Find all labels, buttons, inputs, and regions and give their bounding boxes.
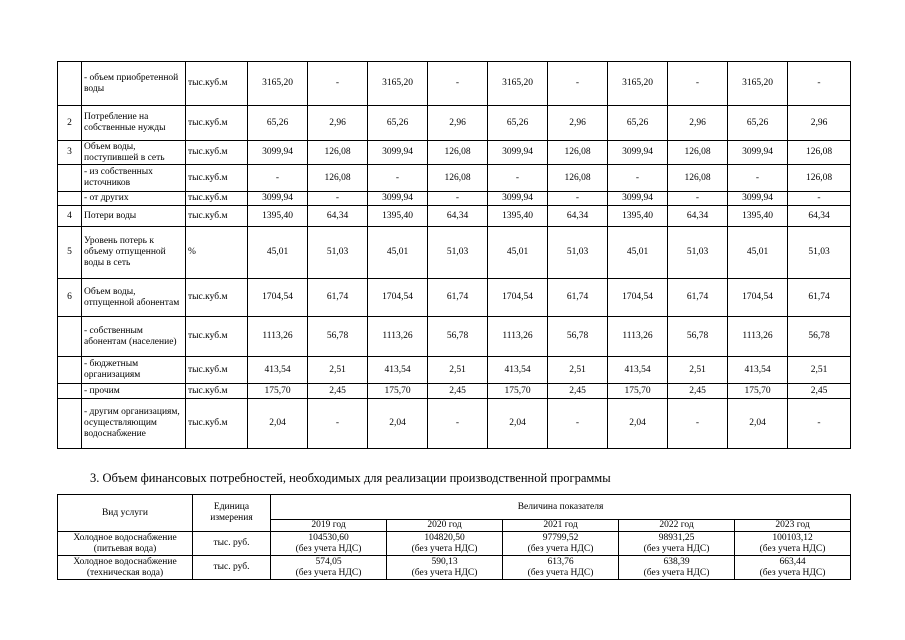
row-value: 2,04 bbox=[248, 399, 308, 449]
row-value: 2,96 bbox=[788, 106, 851, 141]
vat-note: (без учета НДС) bbox=[527, 543, 594, 554]
row-value: 51,03 bbox=[668, 227, 728, 279]
row-value: 1704,54 bbox=[728, 279, 788, 317]
row-value: 2,45 bbox=[428, 384, 488, 399]
table-row bbox=[58, 357, 851, 384]
row-value: 1113,26 bbox=[728, 317, 788, 357]
row-value: 126,08 bbox=[428, 141, 488, 165]
row-value: 1395,40 bbox=[608, 206, 668, 227]
row-value: 61,74 bbox=[548, 279, 608, 317]
service-name: Холодное водоснабжение (техническая вода) bbox=[58, 556, 193, 580]
amount: 663,44 bbox=[779, 556, 806, 567]
row-unit: тыс.куб.м bbox=[186, 141, 248, 165]
year-value-cell bbox=[387, 532, 503, 556]
row-unit: тыс.куб.м bbox=[186, 357, 248, 384]
table-row bbox=[58, 165, 851, 192]
row-value: 2,45 bbox=[548, 384, 608, 399]
header-service: Вид услуги bbox=[58, 495, 193, 532]
table-row bbox=[58, 279, 851, 317]
row-unit: тыс.куб.м bbox=[186, 192, 248, 206]
year-value-cell bbox=[503, 556, 619, 580]
table-row bbox=[58, 556, 851, 580]
row-value: - bbox=[608, 165, 668, 192]
row-value: - bbox=[668, 399, 728, 449]
row-value: - bbox=[428, 399, 488, 449]
row-value: 61,74 bbox=[308, 279, 368, 317]
row-value: 126,08 bbox=[548, 165, 608, 192]
row-value: 413,54 bbox=[728, 357, 788, 384]
row-value: 3099,94 bbox=[728, 141, 788, 165]
year-value-cell bbox=[271, 532, 387, 556]
table-row bbox=[58, 227, 851, 279]
row-value: 3165,20 bbox=[488, 62, 548, 106]
row-value: 1704,54 bbox=[488, 279, 548, 317]
row-unit: тыс.куб.м bbox=[186, 317, 248, 357]
vat-note: (без учета НДС) bbox=[759, 567, 826, 578]
row-value: 2,51 bbox=[788, 357, 851, 384]
row-value: 1113,26 bbox=[608, 317, 668, 357]
row-value: 175,70 bbox=[488, 384, 548, 399]
row-value: 175,70 bbox=[368, 384, 428, 399]
table-row bbox=[58, 192, 851, 206]
row-value: 45,01 bbox=[368, 227, 428, 279]
header-indicator: Величина показателя bbox=[271, 495, 851, 520]
row-value: - bbox=[488, 165, 548, 192]
amount: 638,39 bbox=[663, 556, 690, 567]
row-value: - bbox=[728, 165, 788, 192]
row-value: 3165,20 bbox=[608, 62, 668, 106]
row-name: Уровень потерь к объему отпущенной воды в сеть bbox=[82, 227, 186, 279]
row-value: 64,34 bbox=[668, 206, 728, 227]
row-name: - бюджетным организациям bbox=[82, 357, 186, 384]
row-value: 51,03 bbox=[548, 227, 608, 279]
row-value: 2,04 bbox=[728, 399, 788, 449]
row-value: 2,96 bbox=[428, 106, 488, 141]
row-unit: тыс.куб.м bbox=[186, 206, 248, 227]
row-value: 3165,20 bbox=[368, 62, 428, 106]
row-unit: тыс.куб.м bbox=[186, 165, 248, 192]
row-value: 2,96 bbox=[548, 106, 608, 141]
section-title: 3. Объем финансовых потребностей, необходимых для реализации производственной программы bbox=[90, 471, 611, 485]
row-value: 3099,94 bbox=[368, 141, 428, 165]
row-name: - собственным абонентам (население) bbox=[82, 317, 186, 357]
amount: 98931,25 bbox=[658, 532, 695, 543]
row-value: 1113,26 bbox=[368, 317, 428, 357]
row-value: 1395,40 bbox=[248, 206, 308, 227]
year-value-cell bbox=[271, 556, 387, 580]
row-value: - bbox=[368, 165, 428, 192]
row-name: - прочим bbox=[82, 384, 186, 399]
vat-note: (без учета НДС) bbox=[411, 543, 478, 554]
row-value: 2,96 bbox=[308, 106, 368, 141]
row-value: 51,03 bbox=[308, 227, 368, 279]
year-value-cell bbox=[735, 532, 851, 556]
row-name: - другим организациям, осуществляющим водоснабжение bbox=[82, 399, 186, 449]
row-value: 126,08 bbox=[308, 141, 368, 165]
row-value: 2,51 bbox=[428, 357, 488, 384]
row-unit: тыс.куб.м bbox=[186, 106, 248, 141]
row-value: - bbox=[428, 192, 488, 206]
row-value: - bbox=[668, 192, 728, 206]
row-value: 45,01 bbox=[608, 227, 668, 279]
row-value: 126,08 bbox=[668, 141, 728, 165]
row-number bbox=[58, 317, 82, 357]
row-value: - bbox=[308, 399, 368, 449]
row-value: 2,51 bbox=[668, 357, 728, 384]
row-number: 6 bbox=[58, 279, 82, 317]
year-header: 2022 год bbox=[619, 520, 735, 532]
row-number bbox=[58, 62, 82, 106]
row-value: 56,78 bbox=[668, 317, 728, 357]
row-value: 64,34 bbox=[788, 206, 851, 227]
header-unit: Единица измерения bbox=[193, 495, 271, 532]
row-number: 2 bbox=[58, 106, 82, 141]
row-value: 3099,94 bbox=[728, 192, 788, 206]
table-row bbox=[58, 62, 851, 106]
row-value: 56,78 bbox=[308, 317, 368, 357]
row-value: 3099,94 bbox=[368, 192, 428, 206]
water-balance-table bbox=[57, 61, 851, 449]
row-value: 3099,94 bbox=[488, 141, 548, 165]
row-value: 413,54 bbox=[608, 357, 668, 384]
table-row bbox=[58, 106, 851, 141]
row-name: Объем воды, поступившей в сеть bbox=[82, 141, 186, 165]
row-value: - bbox=[248, 165, 308, 192]
row-value: 413,54 bbox=[248, 357, 308, 384]
row-name: - объем приобретенной воды bbox=[82, 62, 186, 106]
row-value: 126,08 bbox=[428, 165, 488, 192]
row-value: 1704,54 bbox=[608, 279, 668, 317]
vat-note: (без учета НДС) bbox=[643, 543, 710, 554]
row-value: 61,74 bbox=[428, 279, 488, 317]
row-value: 2,45 bbox=[308, 384, 368, 399]
service-unit: тыс. руб. bbox=[193, 556, 271, 580]
row-value: - bbox=[548, 192, 608, 206]
service-name: Холодное водоснабжение (питьевая вода) bbox=[58, 532, 193, 556]
row-name: - от других bbox=[82, 192, 186, 206]
amount: 97799,52 bbox=[542, 532, 579, 543]
row-value: 126,08 bbox=[308, 165, 368, 192]
row-name: - из собственных источников bbox=[82, 165, 186, 192]
row-value: 64,34 bbox=[428, 206, 488, 227]
amount: 104530,60 bbox=[308, 532, 349, 543]
row-value: - bbox=[788, 399, 851, 449]
row-number bbox=[58, 165, 82, 192]
row-value: 126,08 bbox=[788, 165, 851, 192]
row-unit: % bbox=[186, 227, 248, 279]
row-value: 65,26 bbox=[368, 106, 428, 141]
row-name: Объем воды, отпущенной абонентам bbox=[82, 279, 186, 317]
row-value: 413,54 bbox=[368, 357, 428, 384]
financial-needs-table bbox=[57, 494, 851, 580]
row-value: - bbox=[788, 192, 851, 206]
row-number bbox=[58, 384, 82, 399]
row-value: 413,54 bbox=[488, 357, 548, 384]
year-value-cell bbox=[735, 556, 851, 580]
row-value: - bbox=[668, 62, 728, 106]
row-value: 65,26 bbox=[608, 106, 668, 141]
amount: 574,05 bbox=[315, 556, 342, 567]
amount: 590,13 bbox=[431, 556, 458, 567]
row-value: 3165,20 bbox=[728, 62, 788, 106]
vat-note: (без учета НДС) bbox=[759, 543, 826, 554]
service-unit: тыс. руб. bbox=[193, 532, 271, 556]
row-unit: тыс.куб.м bbox=[186, 62, 248, 106]
row-value: 51,03 bbox=[428, 227, 488, 279]
row-value: 3099,94 bbox=[248, 192, 308, 206]
row-value: 56,78 bbox=[548, 317, 608, 357]
table-row bbox=[58, 399, 851, 449]
table-row bbox=[58, 141, 851, 165]
year-value-cell bbox=[619, 556, 735, 580]
row-unit: тыс.куб.м bbox=[186, 279, 248, 317]
year-header: 2020 год bbox=[387, 520, 503, 532]
table-row bbox=[58, 384, 851, 399]
row-number bbox=[58, 192, 82, 206]
row-value: 2,04 bbox=[608, 399, 668, 449]
amount: 613,76 bbox=[547, 556, 574, 567]
row-value: 64,34 bbox=[308, 206, 368, 227]
row-value: 45,01 bbox=[248, 227, 308, 279]
row-value: - bbox=[308, 62, 368, 106]
row-unit: тыс.куб.м bbox=[186, 384, 248, 399]
row-value: 126,08 bbox=[668, 165, 728, 192]
row-value: 2,04 bbox=[368, 399, 428, 449]
vat-note: (без учета НДС) bbox=[527, 567, 594, 578]
row-value: 1704,54 bbox=[368, 279, 428, 317]
row-value: 2,04 bbox=[488, 399, 548, 449]
row-value: 45,01 bbox=[488, 227, 548, 279]
year-value-cell bbox=[503, 532, 619, 556]
vat-note: (без учета НДС) bbox=[643, 567, 710, 578]
row-value: 1113,26 bbox=[488, 317, 548, 357]
row-value: 56,78 bbox=[788, 317, 851, 357]
year-value-cell bbox=[387, 556, 503, 580]
table-row bbox=[58, 317, 851, 357]
row-value: 3165,20 bbox=[248, 62, 308, 106]
row-number: 4 bbox=[58, 206, 82, 227]
row-value: 56,78 bbox=[428, 317, 488, 357]
row-value: 1113,26 bbox=[248, 317, 308, 357]
row-value: 1395,40 bbox=[488, 206, 548, 227]
row-value: 1395,40 bbox=[368, 206, 428, 227]
row-value: 61,74 bbox=[788, 279, 851, 317]
row-unit: тыс.куб.м bbox=[186, 399, 248, 449]
vat-note: (без учета НДС) bbox=[295, 567, 362, 578]
row-value: 126,08 bbox=[788, 141, 851, 165]
amount: 100103,12 bbox=[772, 532, 813, 543]
vat-note: (без учета НДС) bbox=[411, 567, 478, 578]
row-value: - bbox=[788, 62, 851, 106]
year-header: 2023 год bbox=[735, 520, 851, 532]
row-value: 2,45 bbox=[668, 384, 728, 399]
row-value: 3099,94 bbox=[608, 192, 668, 206]
amount: 104820,50 bbox=[424, 532, 465, 543]
row-value: 2,51 bbox=[308, 357, 368, 384]
row-number: 5 bbox=[58, 227, 82, 279]
row-value: 2,96 bbox=[668, 106, 728, 141]
table-row bbox=[58, 532, 851, 556]
row-value: 175,70 bbox=[608, 384, 668, 399]
row-value: 3099,94 bbox=[248, 141, 308, 165]
row-value: 2,51 bbox=[548, 357, 608, 384]
table-row bbox=[58, 206, 851, 227]
row-value: - bbox=[308, 192, 368, 206]
row-value: 2,45 bbox=[788, 384, 851, 399]
row-number: 3 bbox=[58, 141, 82, 165]
year-header: 2021 год bbox=[503, 520, 619, 532]
row-value: - bbox=[548, 399, 608, 449]
row-number bbox=[58, 357, 82, 384]
row-value: 3099,94 bbox=[608, 141, 668, 165]
row-value: 175,70 bbox=[248, 384, 308, 399]
row-value: 61,74 bbox=[668, 279, 728, 317]
row-value: - bbox=[548, 62, 608, 106]
row-number bbox=[58, 399, 82, 449]
row-name: Потери воды bbox=[82, 206, 186, 227]
year-value-cell bbox=[619, 532, 735, 556]
row-value: 3099,94 bbox=[488, 192, 548, 206]
row-value: 1395,40 bbox=[728, 206, 788, 227]
row-value: 51,03 bbox=[788, 227, 851, 279]
row-value: 175,70 bbox=[728, 384, 788, 399]
row-value: 45,01 bbox=[728, 227, 788, 279]
row-value: 1704,54 bbox=[248, 279, 308, 317]
vat-note: (без учета НДС) bbox=[295, 543, 362, 554]
row-name: Потребление на собственные нужды bbox=[82, 106, 186, 141]
row-value: 65,26 bbox=[488, 106, 548, 141]
row-value: 65,26 bbox=[248, 106, 308, 141]
row-value: 126,08 bbox=[548, 141, 608, 165]
row-value: - bbox=[428, 62, 488, 106]
row-value: 65,26 bbox=[728, 106, 788, 141]
year-header: 2019 год bbox=[271, 520, 387, 532]
row-value: 64,34 bbox=[548, 206, 608, 227]
